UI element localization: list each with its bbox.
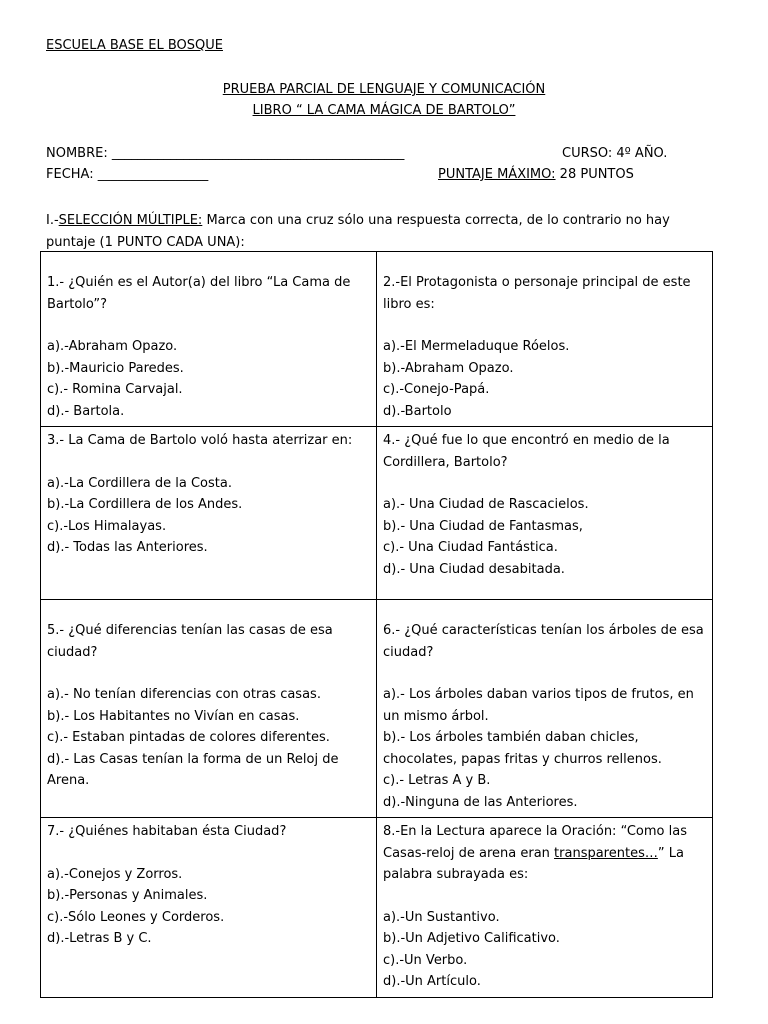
fecha-blank[interactable]: _________________ <box>97 167 209 182</box>
question-4-option-c[interactable]: c).- Una Ciudad Fantástica. <box>383 540 558 555</box>
question-4-text: 4.- ¿Qué fue lo que encontró en medio de la Cordillera, Bartolo? <box>383 433 670 470</box>
question-8-text <box>383 821 706 886</box>
question-3-option-b[interactable]: b).-La Cordillera de los Andes. <box>47 497 243 512</box>
question-6-text: 6.- ¿Qué características tenían los árboles de esa ciudad? <box>383 623 704 660</box>
question-4-option-b[interactable]: b).- Una Ciudad de Fantasmas, <box>383 518 583 534</box>
question-5-text: 5.- ¿Qué diferencias tenían las casas de esa ciudad? <box>47 623 333 660</box>
question-7-text: 7.- ¿Quiénes habitaban ésta Ciudad? <box>47 824 287 839</box>
question-7-option-a[interactable]: a).-Conejos y Zorros. <box>47 866 183 882</box>
question-cell-2 <box>377 252 713 427</box>
section-prefix: I.- <box>46 213 59 228</box>
nombre-label: NOMBRE: <box>46 146 108 161</box>
question-1-option-d[interactable]: d).- Bartola. <box>47 403 125 419</box>
question-cell-8 <box>377 818 713 998</box>
question-1-option-b[interactable]: b).-Mauricio Paredes. <box>47 360 184 376</box>
question-5-option-a[interactable]: a).- No tenían diferencias con otras casas. <box>47 687 321 702</box>
question-cell-5 <box>41 600 377 818</box>
question-3-option-c[interactable]: c).-Los Himalayas. <box>47 518 167 534</box>
book-title: LIBRO “ LA CAMA MÁGICA DE BARTOLO” <box>252 103 516 118</box>
section-instructions <box>46 210 696 254</box>
question-cell-6 <box>377 600 713 818</box>
question-2-option-b[interactable]: b).-Abraham Opazo. <box>383 360 514 376</box>
question-8-option-c[interactable]: c).-Un Verbo. <box>383 952 468 968</box>
question-8-text-after: ” La palabra subrayada es: <box>383 845 684 882</box>
question-2-option-a[interactable]: a).-El Mermeladuque Róelos. <box>383 339 570 354</box>
nombre-row <box>46 146 404 161</box>
question-3-text: 3.- La Cama de Bartolo voló hasta aterrizar en: <box>47 433 353 448</box>
question-8-underlined-word: transparentes… <box>554 845 658 861</box>
section-text: Marca con una cruz sólo una respuesta correcta, de lo contrario no hay puntaje (1 PUNTO CADA UNA): <box>46 213 670 250</box>
question-5-option-b[interactable]: b).- Los Habitantes no Vivían en casas. <box>47 708 300 724</box>
question-5-option-d[interactable]: d).- Las Casas tenían la forma de un Reloj de Arena. <box>47 751 339 788</box>
question-3-option-d[interactable]: d).- Todas las Anteriores. <box>47 540 208 555</box>
question-cell-7 <box>41 818 377 998</box>
question-3-option-a[interactable]: a).-La Cordillera de la Costa. <box>47 475 232 491</box>
question-2-option-c[interactable]: c).-Conejo-Papá. <box>383 382 490 397</box>
question-8-option-d[interactable]: d).-Un Artículo. <box>383 974 481 989</box>
school-name: ESCUELA BASE EL BOSQUE <box>46 38 223 53</box>
question-7-option-d[interactable]: d).-Letras B y C. <box>47 931 152 946</box>
question-7-option-b[interactable]: b).-Personas y Animales. <box>47 888 208 903</box>
question-8-text-before: 8.-En la Lectura aparece la Oración: “Como las Casas-reloj de arena eran <box>383 824 687 861</box>
question-1-text: 1.- ¿Quién es el Autor(a) del libro “La Cama de Bartolo”? <box>47 275 351 312</box>
question-cell-4 <box>377 427 713 600</box>
questions-table <box>40 251 713 998</box>
question-6-option-b[interactable]: b).- Los árboles también daban chicles, chocolates, papas fritas y churros rellenos. <box>383 730 662 767</box>
puntaje-label: PUNTAJE MÁXIMO: <box>438 167 556 182</box>
question-6-option-a[interactable]: a).- Los árboles daban varios tipos de frutos, en un mismo árbol. <box>383 687 694 724</box>
curso-label: CURSO: 4º AÑO. <box>562 146 668 161</box>
question-4-option-d[interactable]: d).- Una Ciudad desabitada. <box>383 561 565 577</box>
fecha-row <box>46 167 208 182</box>
question-5-option-c[interactable]: c).- Estaban pintadas de colores diferentes. <box>47 730 330 745</box>
puntaje-value: 28 PUNTOS <box>555 167 634 182</box>
question-8-option-a[interactable]: a).-Un Sustantivo. <box>383 909 500 925</box>
question-2-option-d[interactable]: d).-Bartolo <box>383 403 452 419</box>
question-8-option-b[interactable]: b).-Un Adjetivo Calificativo. <box>383 931 560 946</box>
question-6-option-d[interactable]: d).-Ninguna de las Anteriores. <box>383 794 578 810</box>
nombre-blank[interactable]: _____________________________________________ <box>111 146 405 161</box>
question-cell-3 <box>41 427 377 600</box>
question-1-option-a[interactable]: a).-Abraham Opazo. <box>47 339 178 354</box>
fecha-label: FECHA: <box>46 167 94 182</box>
question-4-option-a[interactable]: a).- Una Ciudad de Rascacielos. <box>383 497 589 512</box>
question-6-option-c[interactable]: c).- Letras A y B. <box>383 773 491 788</box>
question-7-option-c[interactable]: c).-Sólo Leones y Corderos. <box>47 909 225 925</box>
puntaje-row <box>438 167 634 182</box>
question-cell-1 <box>41 252 377 427</box>
question-2-text: 2.-El Protagonista o personaje principal de este libro es: <box>383 275 691 312</box>
section-heading: SELECCIÓN MÚLTIPLE: <box>58 213 203 228</box>
test-title: PRUEBA PARCIAL DE LENGUAJE Y COMUNICACIÓN <box>222 82 546 97</box>
question-1-option-c[interactable]: c).- Romina Carvajal. <box>47 382 183 397</box>
